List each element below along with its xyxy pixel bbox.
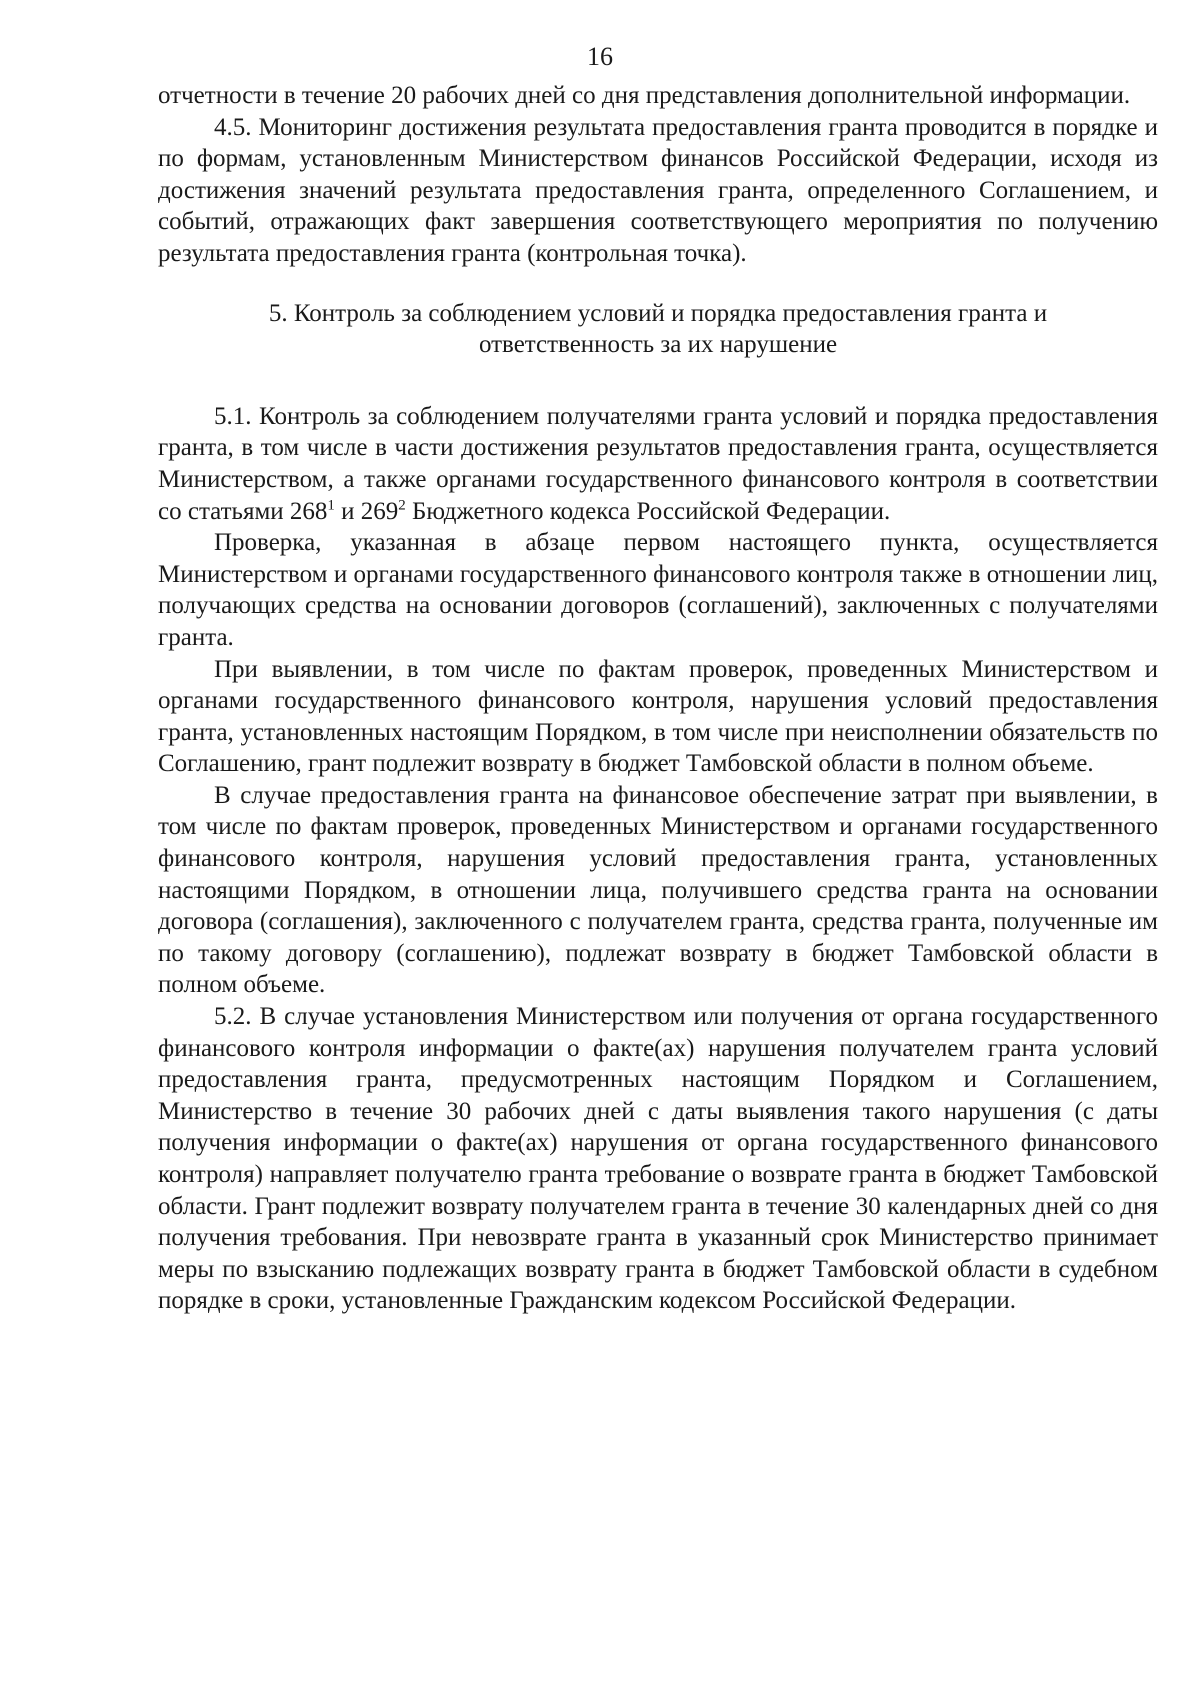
paragraph-check: Проверка, указанная в абзаце первом настоящего пункта, осуществляется Министерством и органами государственного финансового контроля также в отношении лиц, получающих средства на основании договоров (соглашений), заключенных с получателями гранта.	[158, 529, 1158, 651]
paragraph-5-1-text-b: и 269	[334, 497, 399, 525]
paragraph-costs: В случае предоставления гранта на финансовое обеспечение затрат при выявлении, в том числе по фактам проверок, проведенных Министерством и органами государственного финансового контроля, нарушения условий предоставления гранта, установленных настоящими Порядком, в отношении лица, получившего средства гранта на основании договора (соглашения), заключенного с получателем гранта, средства гранта, полученные им по такому договору (соглашению), подлежат возврату в бюджет Тамбовской области в полном объеме.	[158, 781, 1158, 999]
paragraph-continuation: отчетности в течение 20 рабочих дней со дня представления дополнительной информации.	[158, 82, 1131, 109]
footnote-superscript-1: 1	[327, 497, 335, 514]
paragraph-detection: При выявлении, в том числе по фактам проверок, проведенных Министерством и органами государственного финансового контроля, нарушения условий предоставления гранта, установленных настоящим Порядком, в том числе при неисполнении обязательств по Соглашению, грант подлежит возврату в бюджет Тамбовской области в полном объеме.	[158, 655, 1158, 778]
section-5-heading	[158, 298, 1158, 361]
paragraph-4-5: 4.5. Мониторинг достижения результата предоставления гранта проводится в порядке и по формам, установленным Министерством финансов Российской Федерации, исходя из достижения значений результата предоставления гранта, определенного Соглашением, и событий, отражающих факт завершения соответствующего мероприятия по получению результата предоставления гранта (контрольная точка).	[158, 113, 1158, 267]
paragraph-5-1	[158, 401, 1158, 527]
paragraph-5-1-text-a: 5.1. Контроль за соблюдением получателями гранта условий и порядка предоставления гранта, в том числе в части достижения результатов предоставления гранта, осуществляется Министерством, а также органами государственного финансового контроля в соответствии со статьями 268	[158, 402, 1158, 525]
page-number: 16	[587, 42, 613, 71]
footnote-superscript-2: 2	[398, 497, 406, 514]
document-body	[158, 80, 1158, 1317]
section-5-heading-line-2: ответственность за их нарушение	[478, 331, 838, 359]
paragraph-5-1-text-c: Бюджетного кодекса Российской Федерации.	[405, 497, 891, 525]
section-5-heading-line-1: 5. Контроль за соблюдением условий и порядка предоставления гранта и	[268, 299, 1048, 327]
paragraph-5-2: 5.2. В случае установления Министерством или получения от органа государственного финансового контроля информации о факте(ах) нарушения получателем гранта условий предоставления гранта, предусмотренных настоящим Порядком и Соглашением, Министерство в течение 30 рабочих дней с даты выявления такого нарушения (с даты получения информации о факте(ах) нарушения от органа государственного финансового контроля) направляет получателю гранта требование о возврате гранта в бюджет Тамбовской области. Грант подлежит возврату получателем гранта в течение 30 календарных дней со дня получения требования. При невозврате гранта в указанный срок Министерство принимает меры по взысканию подлежащих возврату гранта в бюджет Тамбовской области в судебном порядке в сроки, установленные Гражданским кодексом Российской Федерации.	[158, 1003, 1158, 1315]
